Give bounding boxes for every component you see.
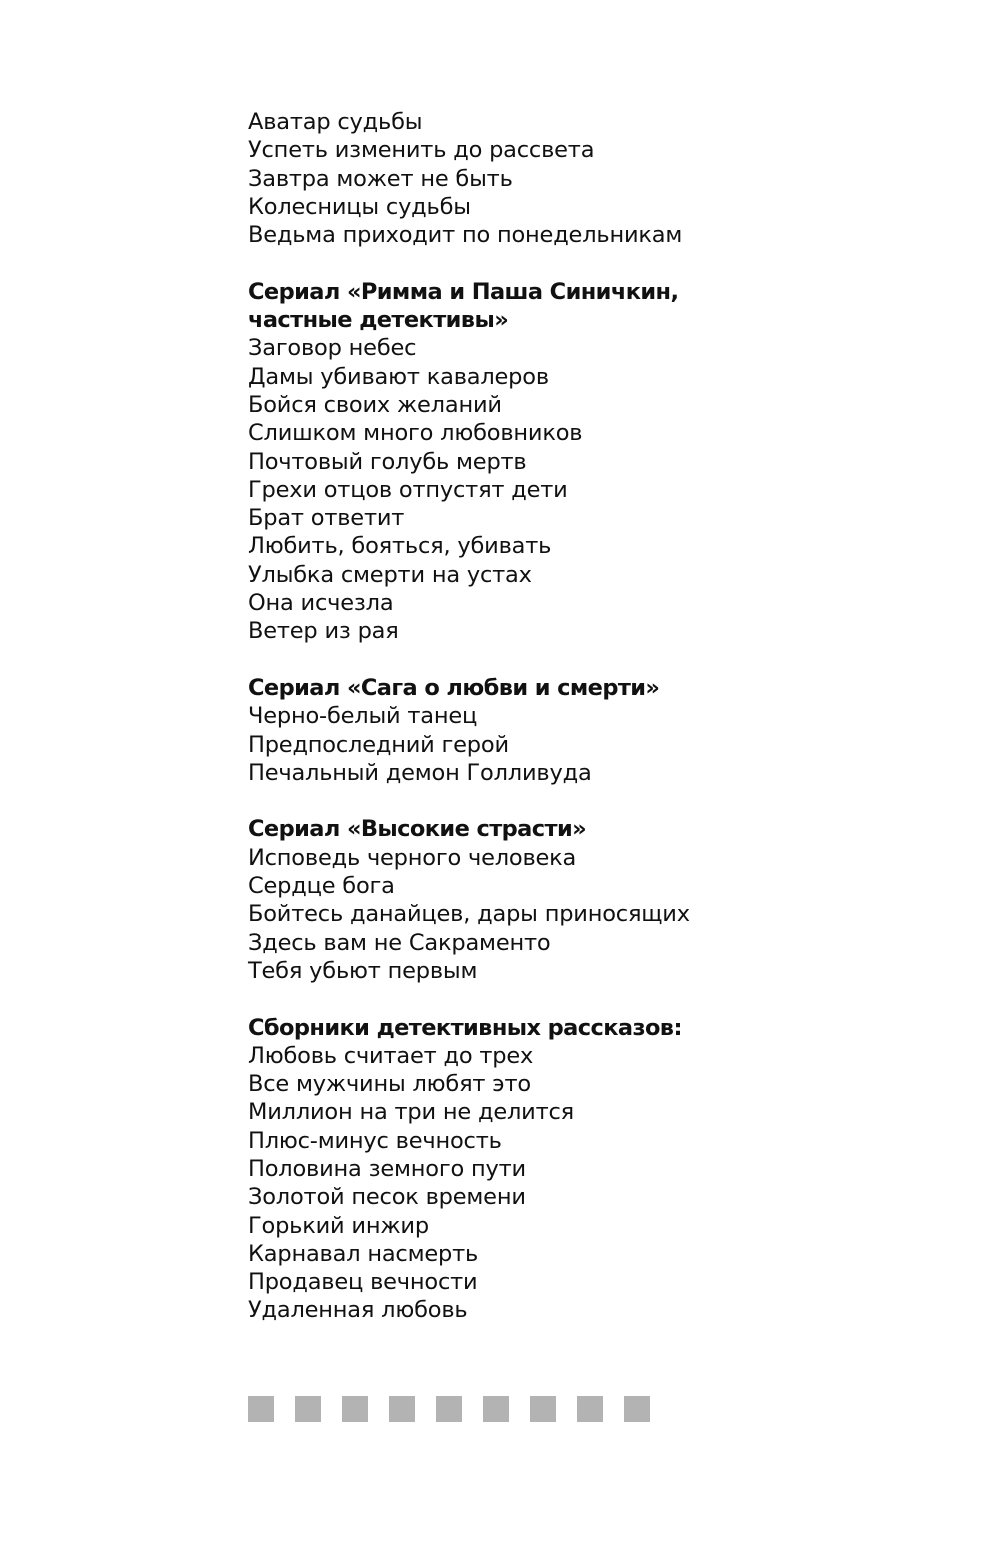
decorative-square-row (248, 1396, 650, 1422)
book-title: Черно-белый танец (248, 703, 478, 730)
book-title: Все мужчины любят это (248, 1071, 531, 1098)
book-title: Почтовый голубь мертв (248, 448, 527, 475)
decorative-square (342, 1396, 368, 1422)
book-title: Дамы убивают кавалеров (248, 363, 549, 390)
book-title: Удаленная любовь (248, 1297, 468, 1324)
book-title: Ведьма приходит по понедельникам (248, 222, 683, 249)
series-heading: частные детективы» (248, 307, 509, 334)
intro-titles (248, 108, 808, 249)
book-title: Успеть изменить до рассвета (248, 137, 595, 164)
book-title: Грехи отцов отпустят дети (248, 476, 568, 503)
book-title: Миллион на три не делится (248, 1099, 574, 1126)
book-title: Любить, бояться, убивать (248, 533, 552, 560)
series-heading: Сериал «Сага о любви и смерти» (248, 674, 660, 701)
book-title: Заговор небес (248, 335, 417, 362)
decorative-square (530, 1396, 556, 1422)
book-title: Колесницы судьбы (248, 193, 471, 220)
book-title: Ветер из рая (248, 618, 399, 645)
decorative-square (248, 1396, 274, 1422)
series-heading: Сборники детективных рассказов: (248, 1014, 682, 1041)
book-title: Тебя убьют первым (248, 957, 478, 984)
decorative-square (295, 1396, 321, 1422)
book-title: Золотой песок времени (248, 1184, 526, 1211)
decorative-square (483, 1396, 509, 1422)
book-title: Улыбка смерти на устах (248, 561, 532, 588)
series-rimma-pasha (248, 278, 808, 646)
book-title: Аватар судьбы (248, 109, 423, 135)
story-collections (248, 1014, 808, 1325)
book-title: Печальный демон Голливуда (248, 759, 592, 786)
book-title: Половина земного пути (248, 1155, 526, 1182)
decorative-square (436, 1396, 462, 1422)
book-title: Исповедь черного человека (248, 844, 577, 871)
decorative-square (577, 1396, 603, 1422)
book-title: Бойтесь данайцев, дары приносящих (248, 901, 690, 928)
series-heading: Сериал «Римма и Паша Синичкин, (248, 278, 679, 305)
book-title: Сердце бога (248, 873, 395, 900)
decorative-square (389, 1396, 415, 1422)
book-title: Слишком много любовников (248, 420, 583, 447)
book-title: Плюс-минус вечность (248, 1127, 502, 1154)
decorative-square (624, 1396, 650, 1422)
book-title: Здесь вам не Сакраменто (248, 929, 551, 956)
book-title: Завтра может не быть (248, 165, 513, 192)
book-title: Бойся своих желаний (248, 391, 502, 418)
book-list-page (248, 108, 808, 1325)
book-title: Продавец вечности (248, 1269, 478, 1296)
book-title: Она исчезла (248, 590, 394, 617)
book-title: Карнавал насмерть (248, 1240, 479, 1267)
book-title: Брат ответит (248, 505, 405, 532)
series-saga (248, 674, 808, 787)
series-high-passions (248, 815, 808, 985)
book-title: Любовь считает до трех (248, 1042, 534, 1069)
book-title: Предпоследний герой (248, 731, 509, 758)
series-heading: Сериал «Высокие страсти» (248, 816, 587, 843)
book-title: Горький инжир (248, 1212, 429, 1239)
